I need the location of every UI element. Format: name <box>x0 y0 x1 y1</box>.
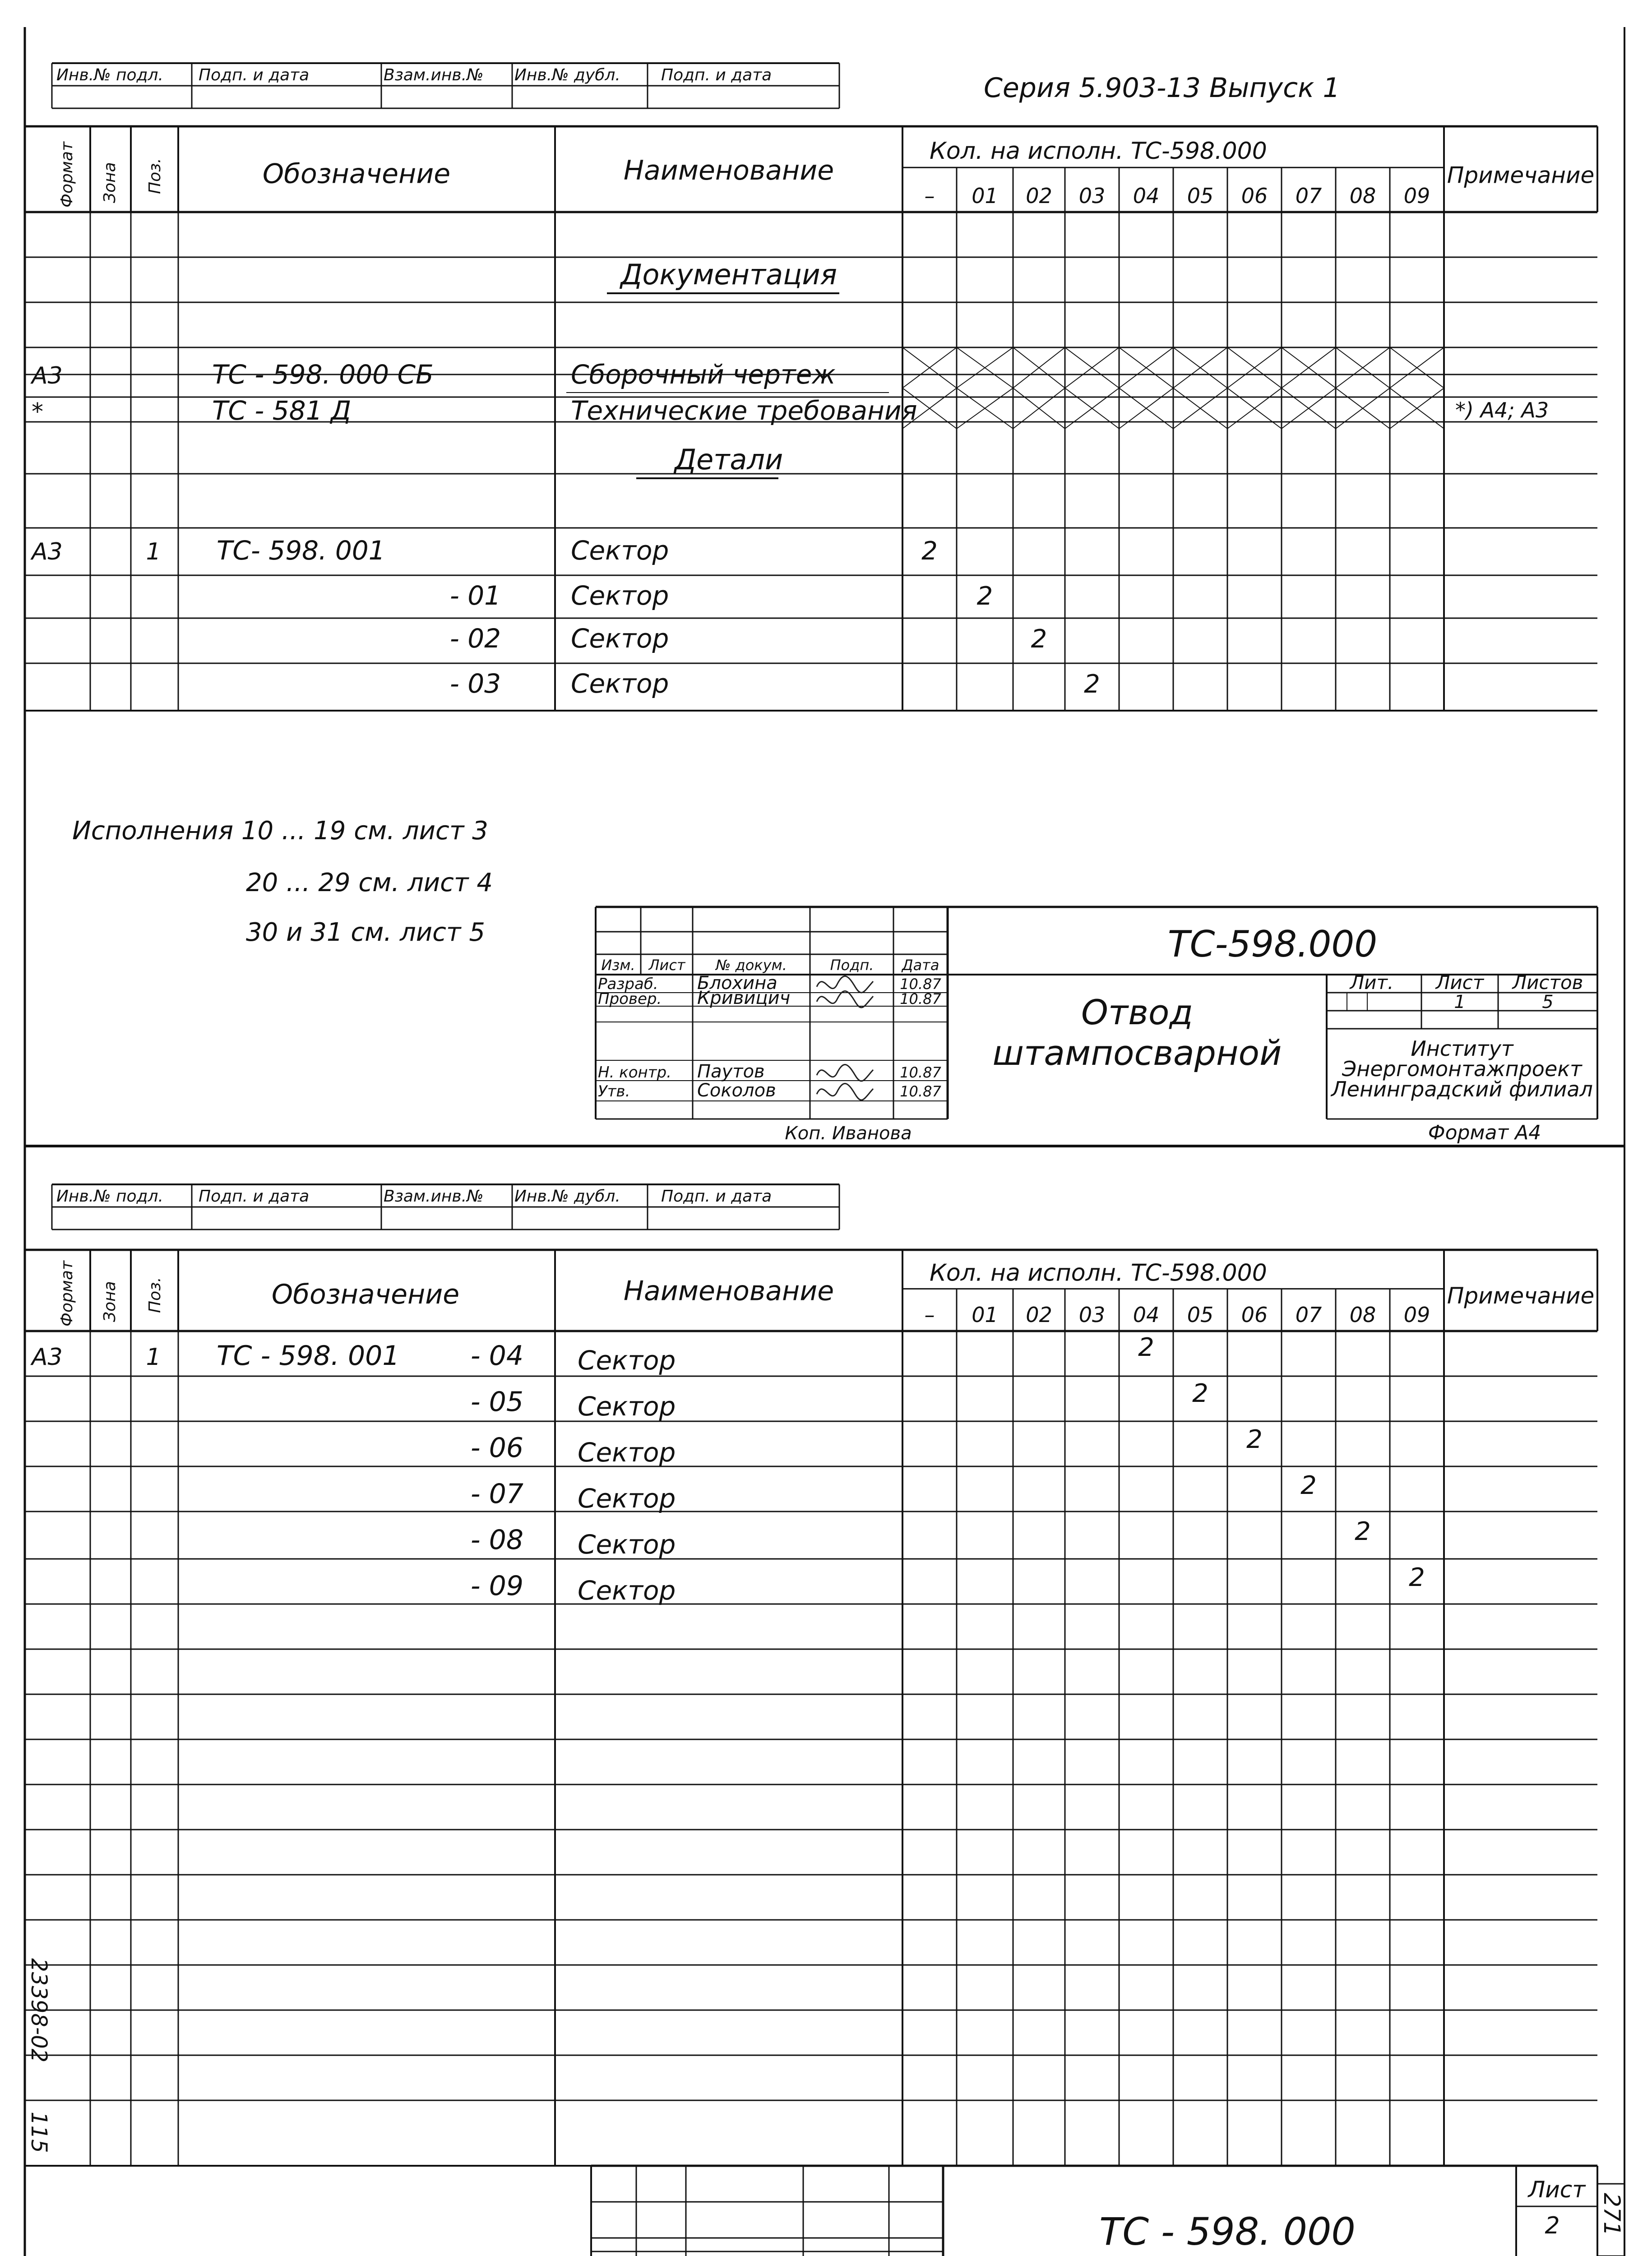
variant-header: 06 <box>1241 1303 1268 1327</box>
stamp-column-label: Подп. и дата <box>199 1187 310 1206</box>
variant-header: 05 <box>1187 1303 1214 1327</box>
note-header: Примечание <box>1447 1282 1595 1309</box>
variant-header: 02 <box>1026 1303 1052 1327</box>
row-pos: 1 <box>146 538 161 565</box>
row-format: А3 <box>32 1344 63 1371</box>
product-title: штампосварной <box>992 1033 1282 1073</box>
signer-date: 10.87 <box>900 1064 941 1081</box>
format-header: Формат <box>58 1260 76 1327</box>
lit-label: Лит. <box>1350 971 1394 994</box>
archive-sheet: 115 <box>26 2112 51 2153</box>
row-qty: 2 <box>1409 1563 1425 1592</box>
execution-line: 20 ... 29 см. лист 4 <box>246 868 493 897</box>
row-suffix: - 07 <box>470 1478 523 1510</box>
row-qty: 2 <box>1192 1379 1208 1408</box>
variant-header: – <box>924 184 935 208</box>
stamp-column-label: Подп. и дата <box>661 66 772 84</box>
archive-number: 23398-02 <box>26 1958 51 2063</box>
signer-date: 10.87 <box>900 990 941 1008</box>
stamp-column-label: Подп. и дата <box>661 1187 772 1206</box>
designation-header: Обозначение <box>262 158 451 190</box>
variant-header: 06 <box>1241 184 1268 208</box>
row-qty: 2 <box>1031 624 1047 654</box>
qty-header: Кол. на исполн. ТС-598.000 <box>930 1259 1267 1287</box>
stamp-column-label: Взам.инв.№ <box>384 1187 484 1206</box>
variant-header: 08 <box>1349 184 1376 208</box>
row-format: * <box>32 398 43 425</box>
document-number: ТС-598.000 <box>1167 923 1378 965</box>
zone-header: Зона <box>101 1281 119 1322</box>
row-name: Сектор <box>578 1483 676 1514</box>
note-header: Примечание <box>1447 162 1595 189</box>
title-block-head: № докум. <box>716 957 787 974</box>
row-name: Технические требования <box>571 395 917 426</box>
variant-header: 07 <box>1295 1303 1322 1327</box>
signer-role: Разраб. <box>598 975 658 993</box>
row-name: Сектор <box>571 535 669 566</box>
row-suffix: - 05 <box>470 1386 523 1418</box>
sheet-value: 1 <box>1454 992 1466 1012</box>
pos-header: Поз. <box>146 1277 164 1313</box>
section-parts: Детали <box>674 443 783 476</box>
zone-header: Зона <box>101 162 119 203</box>
title-block-head: Подп. <box>830 957 874 974</box>
row-note: *) А4; А3 <box>1455 398 1549 422</box>
row-name: Сектор <box>571 668 669 699</box>
signer-role: Провер. <box>598 990 662 1008</box>
sheets-label: Листов <box>1512 971 1583 994</box>
row-name: Сектор <box>571 580 669 611</box>
row-qty: 2 <box>1138 1333 1154 1362</box>
page-number: 271 <box>1599 2193 1625 2236</box>
variant-header: 01 <box>972 1303 998 1327</box>
variant-header: 09 <box>1403 1303 1430 1327</box>
row-name: Сборочный чертеж <box>571 359 836 390</box>
row-name: Сектор <box>578 1575 676 1606</box>
signer-date: 10.87 <box>900 1083 941 1100</box>
row-qty: 2 <box>976 582 993 611</box>
row-pos: 1 <box>146 1344 161 1371</box>
variant-header: 09 <box>1403 184 1430 208</box>
org-name: Ленинградский филиал <box>1331 1077 1593 1101</box>
row-qty: 2 <box>1355 1517 1371 1546</box>
copied-by: Коп. Иванова <box>785 1123 912 1144</box>
row-name: Сектор <box>578 1529 676 1560</box>
variant-header: 04 <box>1133 1303 1160 1327</box>
signer-name: Соколов <box>697 1080 776 1101</box>
variant-header: 02 <box>1026 184 1052 208</box>
sheet-value: 2 <box>1545 2212 1560 2239</box>
org-name: Институт <box>1411 1036 1513 1061</box>
document-number: ТС - 598. 000 <box>1099 2210 1356 2254</box>
row-name: Сектор <box>578 1437 676 1468</box>
title-block-head: Дата <box>902 957 939 974</box>
sheet-label: Лист <box>1435 971 1484 994</box>
execution-line: 30 и 31 см. лист 5 <box>246 918 485 947</box>
row-format: А3 <box>32 362 63 389</box>
stamp-column-label: Инв.№ подл. <box>56 66 163 84</box>
row-name: Сектор <box>571 623 669 654</box>
qty-header: Кол. на исполн. ТС-598.000 <box>930 138 1267 165</box>
section-documentation: Документация <box>620 258 837 291</box>
row-qty: 2 <box>1246 1425 1263 1454</box>
row-format: А3 <box>32 538 63 565</box>
stamp-column-label: Подп. и дата <box>199 66 310 84</box>
stamp-column-label: Инв.№ дубл. <box>514 66 620 84</box>
row-qty: 2 <box>921 536 938 566</box>
stamp-column-label: Инв.№ дубл. <box>514 1187 620 1206</box>
row-designation: ТС - 598. 001 <box>217 1340 400 1372</box>
org-name: Энергомонтажпроект <box>1342 1057 1582 1081</box>
row-qty: 2 <box>1300 1471 1317 1500</box>
row-designation: ТС - 581 Д <box>212 395 352 426</box>
variant-header: 07 <box>1295 184 1322 208</box>
signer-role: Н. контр. <box>598 1063 671 1082</box>
row-name: Сектор <box>578 1345 676 1376</box>
execution-line: Исполнения 10 ... 19 см. лист 3 <box>72 816 488 846</box>
signer-name: Кривицич <box>697 988 791 1008</box>
row-designation: - 02 <box>449 623 501 654</box>
pos-header: Поз. <box>146 158 164 194</box>
row-designation: ТС- 598. 001 <box>217 535 385 566</box>
format-header: Формат <box>58 141 76 208</box>
row-suffix: - 09 <box>470 1570 523 1602</box>
series-header: Серия 5.903-13 Выпуск 1 <box>984 72 1340 104</box>
row-suffix: - 04 <box>470 1340 523 1372</box>
signer-name: Блохина <box>697 973 777 994</box>
variant-header: 03 <box>1078 1303 1106 1327</box>
stamp-column-label: Инв.№ подл. <box>56 1187 163 1206</box>
row-qty: 2 <box>1084 670 1100 699</box>
row-designation: - 01 <box>449 580 501 611</box>
format-label: Формат А4 <box>1428 1121 1541 1144</box>
designation-header: Обозначение <box>271 1278 460 1310</box>
sheet-label: Лист <box>1528 2177 1586 2203</box>
sheets-value: 5 <box>1542 992 1554 1012</box>
variant-header: 01 <box>972 184 998 208</box>
signer-date: 10.87 <box>900 975 941 993</box>
row-name: Сектор <box>578 1391 676 1422</box>
row-suffix: - 06 <box>470 1432 523 1464</box>
variant-header: 04 <box>1133 184 1160 208</box>
name-header: Наименование <box>623 154 834 186</box>
variant-header: 03 <box>1078 184 1106 208</box>
signer-role: Утв. <box>598 1082 630 1100</box>
variant-header: – <box>924 1303 935 1327</box>
product-title: Отвод <box>1081 992 1193 1032</box>
title-block-head: Лист <box>648 957 685 974</box>
signer-name: Паутов <box>697 1061 765 1082</box>
row-designation: ТС - 598. 000 СБ <box>212 359 434 390</box>
row-designation: - 03 <box>449 668 501 699</box>
variant-header: 08 <box>1349 1303 1376 1327</box>
name-header: Наименование <box>623 1275 834 1307</box>
title-block-head: Изм. <box>601 957 635 974</box>
stamp-column-label: Взам.инв.№ <box>384 66 484 84</box>
variant-header: 05 <box>1187 184 1214 208</box>
row-suffix: - 08 <box>470 1524 523 1556</box>
